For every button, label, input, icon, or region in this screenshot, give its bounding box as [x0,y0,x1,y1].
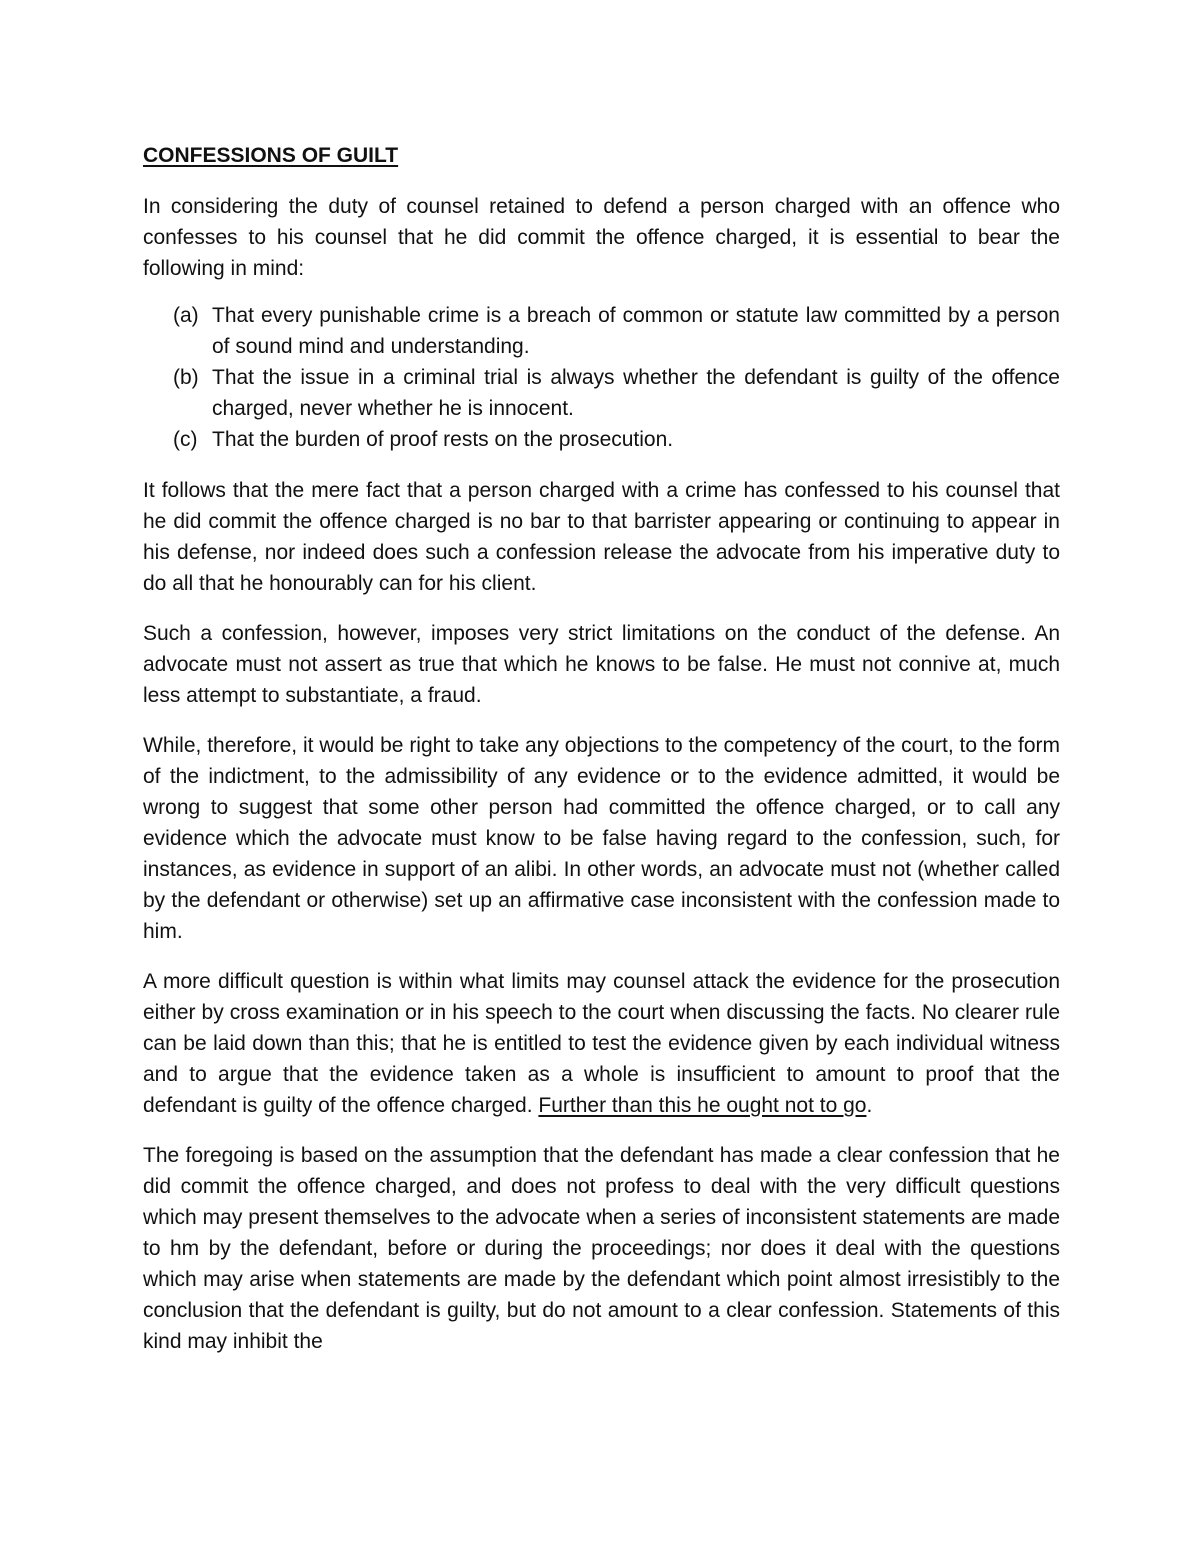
difficult-question-paragraph [143,966,1060,1121]
list-item-text: That the burden of proof rests on the prosecution. [212,428,674,451]
list-item-text: That every punishable crime is a breach of common or statute law committed by a person of sound mind and understanding. [212,304,1060,358]
list-item [143,424,1060,455]
list-item-text: That the issue in a criminal trial is always whether the defendant is guilty of the offence charged, never whether he is innocent. [212,366,1060,420]
list-item [143,362,1060,424]
list-marker: (c) [173,428,198,451]
difficult-question-text: A more difficult question is within what limits may counsel attack the evidence for the prosecution either by cross examination or in his speech to the court when discussing the facts. No clearer rule can be laid down than this; that he is entitled to test the evidence given by each individual witness and to argue that the evidence taken as a whole is insufficient to amount to proof that the defendant is guilty of the offence charged. [143,970,1060,1117]
document-heading: CONFESSIONS OF GUILT [143,144,399,167]
list-item [143,300,1060,362]
while-paragraph: While, therefore, it would be right to take any objections to the competency of the court, to the form of the indictment, to the admissibility of any evidence or to the evidence admitted, it would be wrong to suggest that some other person had committed the offence charged, or to call any evidence which the advocate must know to be false having regard to the confession, such, for instances, as evidence in support of an alibi. In other words, an advocate must not (whether called by the defendant or otherwise) set up an affirmative case inconsistent with the confession made to him. [143,734,1060,943]
paragraph-end-punctuation: . [866,1094,873,1117]
list-marker: (a) [173,304,199,327]
document-body [143,140,1060,1376]
intro-paragraph: In considering the duty of counsel retained to defend a person charged with an offence who confesses to his counsel that he did commit the offence charged, it is essential to bear the following in mind: [143,195,1060,280]
limitations-paragraph: Such a confession, however, imposes very strict limitations on the conduct of the defense. An advocate must not assert as true that which he knows to be false. He must not connive at, much less attempt to substantiate, a fraud. [143,622,1060,707]
foregoing-paragraph: The foregoing is based on the assumption that the defendant has made a clear confession that he did commit the offence charged, and does not profess to deal with the very difficult questions which may present themselves to the advocate when a series of inconsistent statements are made to hm by the defendant, before or during the proceedings; nor does it deal with the questions which may arise when statements are made by the defendant which point almost irresistibly to the conclusion that the defendant is guilty, but do not amount to a clear confession. Statements of this kind may inhibit the [143,1144,1060,1353]
list-marker: (b) [173,366,199,389]
follows-paragraph: It follows that the mere fact that a person charged with a crime has confessed to his counsel that he did commit the offence charged is no bar to that barrister appearing or continuing to appear in his defense, nor indeed does such a confession release the advocate from his imperative duty to do all that he honourably can for his client. [143,479,1060,595]
principles-list [143,300,1060,455]
underlined-rule: Further than this he ought not to go [538,1094,867,1117]
